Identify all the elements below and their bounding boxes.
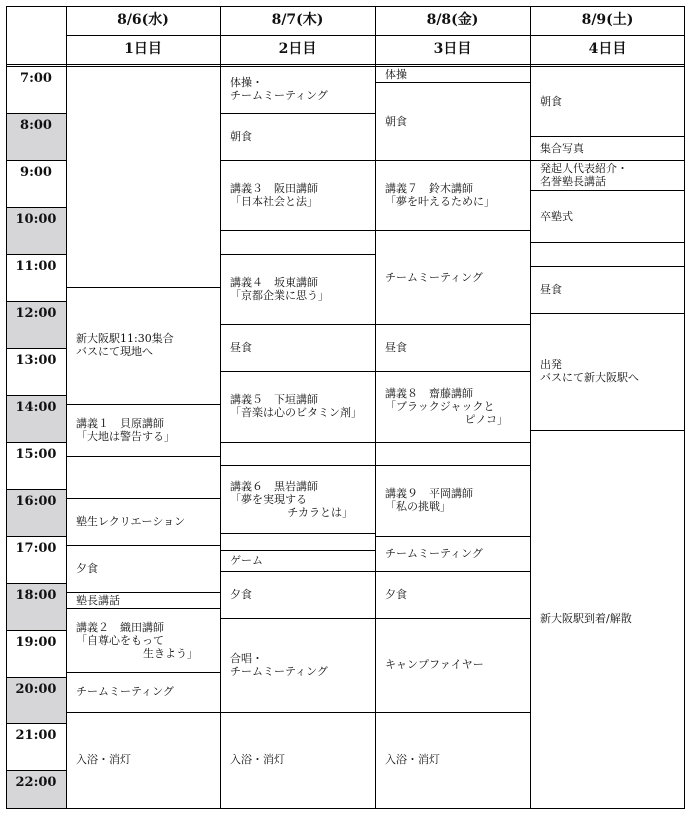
hour-label: 13:00 — [15, 352, 57, 368]
hour-label: 7:00 — [20, 71, 52, 86]
event-divider — [375, 160, 530, 161]
event-divider — [220, 533, 375, 534]
header-divider — [66, 35, 685, 36]
event-cell — [220, 712, 375, 808]
event-cell — [66, 545, 220, 592]
event-cell — [220, 618, 375, 712]
hour-divider — [6, 395, 66, 396]
event-text: チームミーティング — [230, 664, 328, 678]
event-divider — [220, 712, 375, 713]
event-cell — [530, 136, 685, 159]
column-divider — [530, 6, 531, 808]
hour-label: 11:00 — [15, 258, 57, 274]
event-cell — [530, 242, 685, 265]
event-divider — [220, 371, 375, 372]
hour-divider — [6, 583, 66, 584]
event-text: 講義６ 黒岩講師 — [230, 479, 318, 493]
event-text: 合唱・ — [230, 651, 263, 665]
event-cell — [375, 536, 530, 571]
event-cell — [220, 254, 375, 324]
event-text: 「音楽は心のビタミン剤」 — [230, 406, 362, 420]
event-cell — [66, 498, 220, 545]
event-cell — [220, 465, 375, 533]
event-text: 昼食 — [385, 341, 407, 355]
hour-divider — [6, 348, 66, 349]
event-text: 朝食 — [540, 94, 562, 108]
event-text: 出発 — [540, 358, 562, 372]
event-cell — [66, 608, 220, 671]
event-text: 夕食 — [385, 587, 407, 601]
column-divider — [6, 6, 7, 808]
header-date-4: 8/9(土) — [581, 12, 634, 28]
hour-label: 17:00 — [15, 540, 57, 556]
event-divider — [530, 430, 685, 431]
event-divider — [220, 550, 375, 551]
event-text: 講義８ 齋藤講師 — [385, 386, 473, 400]
event-divider — [375, 324, 530, 325]
event-cell — [220, 66, 375, 113]
hour-divider — [6, 442, 66, 443]
event-cell — [220, 442, 375, 465]
event-text: 夕食 — [230, 587, 252, 601]
event-divider — [530, 242, 685, 243]
column-divider — [684, 6, 685, 808]
event-cell — [375, 465, 530, 535]
event-cell — [66, 712, 220, 808]
header-day-2: 2日目 — [278, 41, 317, 57]
event-cell — [66, 672, 220, 712]
event-text: 講義５ 下垣講師 — [230, 393, 318, 407]
hour-divider — [6, 207, 66, 208]
event-cell — [66, 66, 220, 287]
hour-label: 21:00 — [15, 728, 57, 744]
event-cell — [220, 324, 375, 371]
header-date-3: 8/8(金) — [426, 12, 479, 28]
event-cell — [66, 404, 220, 456]
event-text: チームミーティング — [385, 546, 483, 560]
event-text: 講義９ 平岡講師 — [385, 487, 473, 501]
event-cell — [375, 230, 530, 324]
event-divider — [220, 442, 375, 443]
event-text: 体操・ — [230, 76, 263, 90]
event-text: 昼食 — [540, 282, 562, 296]
column-divider — [375, 6, 376, 808]
event-divider — [530, 190, 685, 191]
event-divider — [220, 571, 375, 572]
event-divider — [530, 136, 685, 137]
event-text: 昼食 — [230, 341, 252, 355]
event-divider — [375, 442, 530, 443]
event-text: 新大阪駅11:30集合 — [76, 332, 174, 346]
event-divider — [220, 230, 375, 231]
event-text: チカラとは」 — [287, 505, 353, 519]
event-text: 発起人代表紹介・ — [540, 162, 628, 176]
event-divider — [220, 465, 375, 466]
event-divider — [375, 371, 530, 372]
hour-label: 14:00 — [6, 395, 66, 442]
event-text: 講義７ 鈴木講師 — [385, 182, 473, 196]
event-text: 入浴・消灯 — [76, 753, 131, 767]
event-cell — [220, 550, 375, 571]
hour-divider — [6, 770, 66, 771]
event-cell — [530, 66, 685, 136]
hour-divider — [6, 254, 66, 255]
event-cell — [375, 712, 530, 808]
event-cell — [220, 230, 375, 253]
event-cell — [375, 571, 530, 618]
event-divider — [66, 287, 220, 288]
event-divider — [530, 160, 685, 161]
column-divider — [220, 6, 221, 808]
event-cell — [530, 313, 685, 430]
hour-label: 18:00 — [6, 583, 66, 630]
event-divider — [66, 456, 220, 457]
event-divider — [220, 324, 375, 325]
event-divider — [66, 608, 220, 609]
hour-label: 19:00 — [15, 634, 57, 650]
event-divider — [375, 618, 530, 619]
event-text: チームミーティング — [230, 89, 328, 103]
event-cell — [375, 160, 530, 230]
event-text: 「ブラックジャックと — [385, 399, 495, 413]
header-bottom-border — [6, 66, 685, 67]
event-cell — [530, 430, 685, 808]
event-divider — [66, 712, 220, 713]
hour-divider — [6, 630, 66, 631]
hour-label: 8:00 — [6, 113, 66, 160]
event-text: 新大阪駅到着/解散 — [540, 612, 632, 626]
event-divider — [220, 254, 375, 255]
event-cell — [220, 160, 375, 230]
event-divider — [375, 536, 530, 537]
event-cell — [375, 371, 530, 441]
hour-label: 22:00 — [6, 770, 66, 808]
hour-label: 12:00 — [6, 301, 66, 348]
event-divider — [220, 113, 375, 114]
header-day-1: 1日目 — [124, 41, 162, 57]
event-text: 集合写真 — [540, 141, 584, 155]
event-divider — [375, 712, 530, 713]
event-cell — [530, 160, 685, 191]
event-text: チームミーティング — [76, 685, 174, 699]
event-text: 朝食 — [230, 129, 252, 143]
event-divider — [66, 498, 220, 499]
hour-divider — [6, 536, 66, 537]
event-text: 「大地は警告する」 — [76, 429, 175, 443]
event-text: 卒塾式 — [540, 209, 573, 223]
event-text: バスにて現地へ — [76, 345, 153, 359]
header-day-4: 4日目 — [588, 41, 627, 57]
hour-divider — [6, 677, 66, 678]
header-date-1: 8/6(水) — [117, 12, 169, 28]
event-divider — [220, 618, 375, 619]
event-text: 朝食 — [385, 114, 407, 128]
event-text: 講義３ 阪田講師 — [230, 182, 318, 196]
event-text: 「夢を実現する — [230, 492, 307, 506]
event-text: 「自尊心をもって — [76, 633, 164, 647]
hour-label: 9:00 — [20, 164, 52, 180]
table-bottom-border — [6, 808, 685, 809]
header-date-2: 8/7(木) — [271, 12, 324, 28]
event-cell — [66, 592, 220, 608]
event-cell — [375, 82, 530, 159]
hour-label: 10:00 — [6, 207, 66, 254]
event-text: ゲーム — [230, 553, 263, 567]
event-cell — [66, 287, 220, 404]
event-divider — [66, 592, 220, 593]
event-text: 体操 — [385, 67, 407, 81]
hour-label: 16:00 — [6, 489, 66, 536]
event-text: 「私の挑戦」 — [385, 500, 451, 514]
event-divider — [375, 82, 530, 83]
event-text: 塾生レクリエーション — [76, 515, 186, 529]
event-text: 講義２ 織田講師 — [76, 620, 164, 634]
hour-divider — [6, 113, 66, 114]
event-cell — [530, 266, 685, 313]
event-text: 入浴・消灯 — [385, 753, 440, 767]
event-divider — [220, 160, 375, 161]
column-divider — [66, 6, 67, 808]
hour-divider — [6, 489, 66, 490]
event-text: 講義４ 坂東講師 — [230, 276, 318, 290]
hour-divider — [6, 301, 66, 302]
hour-label: 20:00 — [6, 677, 66, 724]
event-divider — [530, 266, 685, 267]
event-divider — [375, 230, 530, 231]
event-divider — [66, 672, 220, 673]
event-cell — [220, 113, 375, 160]
event-text: 講義１ 貝原講師 — [76, 416, 164, 430]
event-cell — [530, 190, 685, 242]
header-day-3: 3日目 — [433, 41, 472, 57]
event-divider — [530, 313, 685, 314]
event-text: 「夢を叶えるために」 — [385, 195, 495, 209]
table-top-border — [6, 6, 685, 7]
event-cell — [375, 66, 530, 82]
event-text: チームミーティング — [385, 270, 483, 284]
event-divider — [66, 404, 220, 405]
event-text: 「日本社会と法」 — [230, 195, 318, 209]
hour-divider — [6, 160, 66, 161]
hour-label: 15:00 — [15, 446, 57, 462]
event-text: 名誉塾長講話 — [540, 175, 606, 189]
hour-divider — [6, 723, 66, 724]
header-bottom-border — [6, 64, 685, 65]
event-text: ピノコ」 — [464, 412, 508, 426]
event-cell — [220, 533, 375, 549]
event-divider — [375, 571, 530, 572]
event-cell — [66, 456, 220, 498]
event-text: 夕食 — [76, 561, 98, 575]
event-divider — [66, 545, 220, 546]
event-cell — [375, 618, 530, 712]
event-text: 生きよう」 — [143, 646, 198, 660]
event-text: 「京都企業に思う」 — [230, 289, 329, 303]
event-text: キャンプファイヤー — [385, 658, 484, 672]
event-cell — [220, 571, 375, 618]
event-text: バスにて新大阪駅へ — [540, 371, 639, 385]
event-text: 塾長講話 — [76, 593, 120, 607]
event-cell — [220, 371, 375, 441]
event-divider — [375, 465, 530, 466]
event-cell — [375, 442, 530, 465]
event-cell — [375, 324, 530, 371]
event-text: 入浴・消灯 — [230, 753, 285, 767]
